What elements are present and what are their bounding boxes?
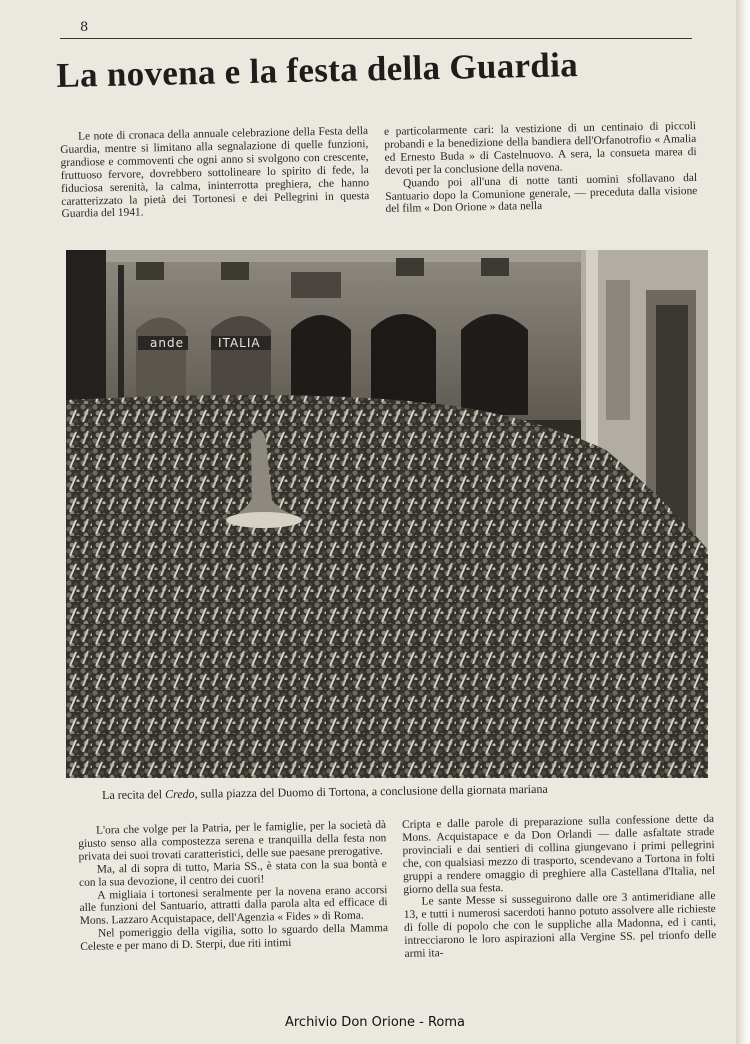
intro-column-right (384, 120, 698, 216)
caption-italic-word: Credo (164, 786, 195, 802)
crowd-photograph (66, 250, 708, 778)
photo-caption (102, 780, 702, 803)
body-column-right (402, 813, 717, 961)
paragraph: Cripta e dalle parole di preparazione sulla confessione dette da Mons. Acquistapace e da Don Orlandi — dalle asfaltate strade provinciali e dai sentieri di collina giungevano i primi pellegrini che, con qualsiasi mezzo di trasporto, scendevano a Tortona in folti gruppi a rendere omaggio di preghiere alla Castellana d'Italia, nel giorno della sua festa. (402, 813, 716, 896)
paragraph: A migliaia i tortonesi seralmente per la novena erano accorsi alle funzioni del Santuario, attratti dalla parola alta ed efficace di Mons. Lazzaro Acquistapace, dell'Agenzia « Fides » di Roma. (79, 883, 388, 928)
crowd-photo-drawing (66, 250, 708, 778)
paragraph: Quando poi all'una di notte tanti uomini sfollavano dal Santuario dopo la Comunione generale, — preceduta dalla visione del film « Don Orione » data nella (385, 171, 698, 216)
paragraph: L'ora che volge per la Patria, per le famiglie, per la società dà giusto senso alla compostezza serena e tranquilla della festa non privata dei suoi trovati caratteristici, delle sue paesane prerogative. (78, 819, 387, 863)
caption-text-before: La recita del (102, 787, 166, 802)
paragraph: Ma, al di sopra di tutto, Maria SS., è stata con la sua bontà e con la sua devozione, il centro dei cuori! (78, 857, 387, 889)
article-headline: La novena e la festa della Guardia (56, 45, 579, 95)
body-column-left (78, 819, 388, 954)
intro-column-left (60, 125, 370, 221)
page-number: 8 (80, 20, 89, 35)
shop-sign-left: ande (150, 336, 184, 350)
caption-text-after: , sulla piazza del Duomo di Tortona, a conclusione della giornata mariana (194, 781, 548, 801)
paragraph: Le sante Messe si susseguirono dalle ore 3 antimeridiane alle 13, e tutti i numerosi sacerdoti hanno potuto assolvere alle richieste di folle di popolo che con le suppliche alla Madonna, ed i canti, intrecciarono le loro aspirazioni alla Vergine SS. pel trionfo delle armi ita- (403, 890, 717, 961)
shop-sign-right: ITALIA (218, 336, 261, 350)
archive-footer: Archivio Don Orione - Roma (284, 1015, 466, 1030)
paragraph: Le note di cronaca della annuale celebrazione della Festa della Guardia, mentre si limitano alla segnalazione di quelle funzioni, grandiose e commoventi che ogni anno si svolgono con crescente, fruttuoso fervore, dovrebbero sottolineare lo spirito di fede, la fiduciosa serenità, la calma, ininterrotta preghiera, che hanno caratterizzato la pietà dei Tortonesi e dei Pellegrini in questa Guardia del 1941. (60, 125, 370, 221)
page-edge (736, 0, 750, 1044)
paragraph: e particolarmente cari: la vestizione di un centinaio di piccoli probandi e la benedizione della bandiera dell'Orfanotrofio « Amalia ed Ernesto Buda » di Castelnuovo. A sera, la consueta marea di devoti per la conclusione della novena. (384, 120, 697, 177)
header-rule (60, 38, 692, 39)
paragraph: Nel pomeriggio della vigilia, sotto lo sguardo della Mamma Celeste e per mano di D. Sterpi, due riti intimi (80, 922, 389, 954)
